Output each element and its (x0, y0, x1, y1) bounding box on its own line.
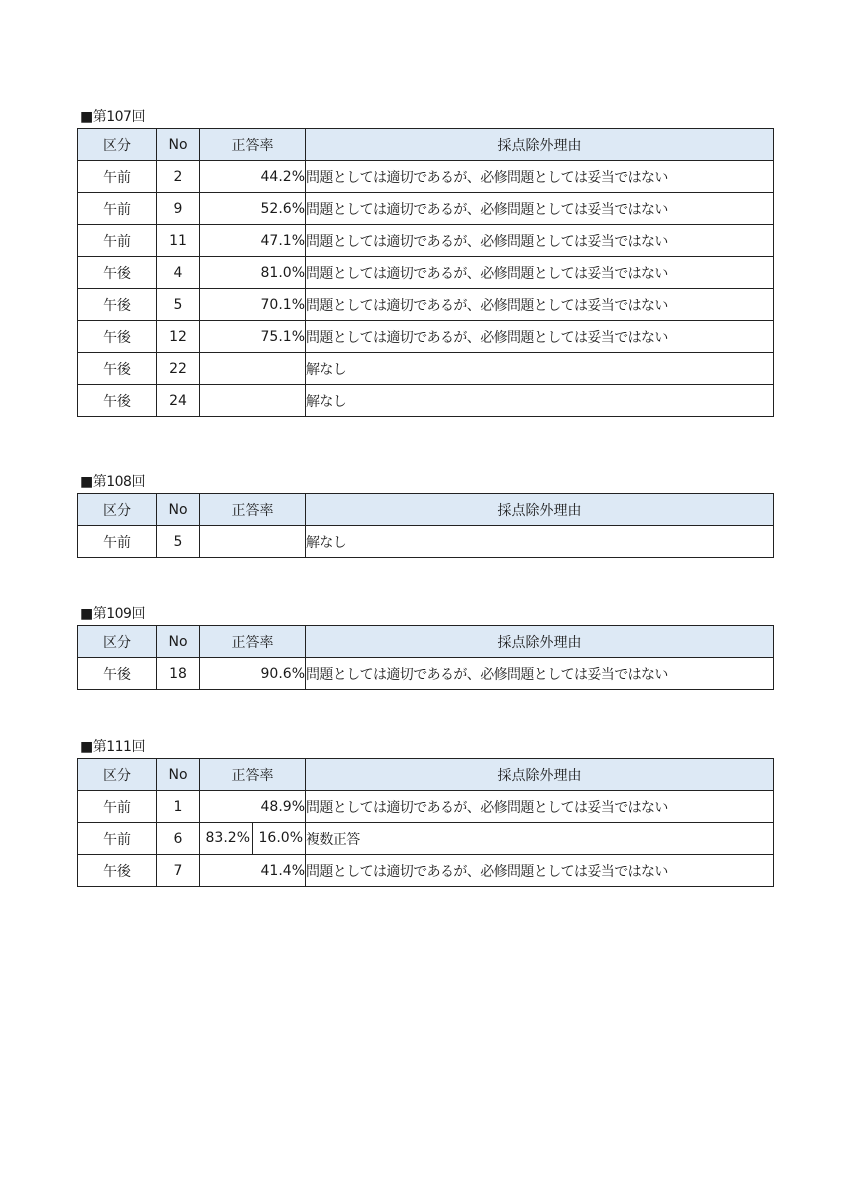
table-row (78, 791, 774, 823)
section-title: ■第109回 (80, 606, 145, 622)
section-title: ■第107回 (80, 109, 145, 125)
cell-category: 午後 (78, 257, 157, 289)
cell-no: 22 (157, 353, 200, 385)
cell-rate: 47.1% (200, 225, 306, 257)
cell-no: 6 (157, 823, 200, 855)
cell-no: 5 (157, 526, 200, 558)
cell-rate: 75.1% (200, 321, 306, 353)
cell-rate-a: 83.2% (200, 823, 253, 854)
table-row (78, 161, 774, 193)
table-row (78, 855, 774, 887)
table-row (78, 193, 774, 225)
header-rate: 正答率 (200, 626, 306, 658)
cell-reason: 問題としては適切であるが、必修問題としては妥当ではない (306, 855, 774, 887)
cell-rate: 41.4% (200, 855, 306, 887)
cell-category: 午前 (78, 225, 157, 257)
cell-reason: 問題としては適切であるが、必修問題としては妥当ではない (306, 321, 774, 353)
cell-category: 午後 (78, 289, 157, 321)
cell-category: 午後 (78, 658, 157, 690)
exclusion-table (77, 128, 774, 417)
cell-category: 午後 (78, 385, 157, 417)
header-rate: 正答率 (200, 129, 306, 161)
cell-reason: 問題としては適切であるが、必修問題としては妥当ではない (306, 225, 774, 257)
exclusion-table (77, 625, 774, 690)
cell-rate: 44.2% (200, 161, 306, 193)
header-row (78, 129, 774, 161)
cell-no: 18 (157, 658, 200, 690)
header-rate: 正答率 (200, 759, 306, 791)
table-row (78, 289, 774, 321)
cell-no: 7 (157, 855, 200, 887)
cell-no: 4 (157, 257, 200, 289)
header-category: 区分 (78, 626, 157, 658)
header-no: No (157, 494, 200, 526)
table-row (78, 823, 774, 855)
header-row (78, 626, 774, 658)
cell-reason: 問題としては適切であるが、必修問題としては妥当ではない (306, 658, 774, 690)
cell-reason: 解なし (306, 526, 774, 558)
header-row (78, 759, 774, 791)
cell-rate: 48.9% (200, 791, 306, 823)
cell-no: 24 (157, 385, 200, 417)
cell-rate: 81.0% (200, 257, 306, 289)
cell-category: 午後 (78, 353, 157, 385)
table-row (78, 257, 774, 289)
cell-rate (200, 385, 306, 417)
header-reason: 採点除外理由 (306, 129, 774, 161)
header-reason: 採点除外理由 (306, 759, 774, 791)
cell-rate: 52.6% (200, 193, 306, 225)
cell-no: 9 (157, 193, 200, 225)
cell-rate: 90.6% (200, 658, 306, 690)
table-row (78, 385, 774, 417)
header-category: 区分 (78, 494, 157, 526)
exclusion-table (77, 758, 774, 887)
cell-reason: 問題としては適切であるが、必修問題としては妥当ではない (306, 289, 774, 321)
cell-no: 5 (157, 289, 200, 321)
cell-category: 午前 (78, 823, 157, 855)
cell-reason: 問題としては適切であるが、必修問題としては妥当ではない (306, 257, 774, 289)
cell-no: 11 (157, 225, 200, 257)
cell-category: 午前 (78, 526, 157, 558)
cell-rate: 70.1% (200, 289, 306, 321)
table-row (78, 321, 774, 353)
section-title: ■第111回 (80, 739, 145, 755)
header-reason: 採点除外理由 (306, 626, 774, 658)
cell-reason: 解なし (306, 385, 774, 417)
header-rate: 正答率 (200, 494, 306, 526)
cell-category: 午前 (78, 193, 157, 225)
cell-category: 午前 (78, 161, 157, 193)
header-no: No (157, 626, 200, 658)
cell-category: 午後 (78, 855, 157, 887)
cell-reason: 問題としては適切であるが、必修問題としては妥当ではない (306, 161, 774, 193)
cell-category: 午前 (78, 791, 157, 823)
cell-rate (200, 353, 306, 385)
header-no: No (157, 759, 200, 791)
exclusion-table (77, 493, 774, 558)
section-title: ■第108回 (80, 474, 145, 490)
header-reason: 採点除外理由 (306, 494, 774, 526)
cell-rate-split (200, 823, 306, 855)
header-no: No (157, 129, 200, 161)
cell-reason: 問題としては適切であるが、必修問題としては妥当ではない (306, 791, 774, 823)
cell-rate-b: 16.0% (258, 830, 303, 846)
cell-no: 12 (157, 321, 200, 353)
cell-rate (200, 526, 306, 558)
table-row (78, 225, 774, 257)
cell-reason: 複数正答 (306, 823, 774, 855)
cell-category: 午後 (78, 321, 157, 353)
cell-no: 2 (157, 161, 200, 193)
table-row (78, 526, 774, 558)
header-category: 区分 (78, 129, 157, 161)
cell-no: 1 (157, 791, 200, 823)
header-row (78, 494, 774, 526)
header-category: 区分 (78, 759, 157, 791)
table-row (78, 353, 774, 385)
table-row (78, 658, 774, 690)
cell-reason: 問題としては適切であるが、必修問題としては妥当ではない (306, 193, 774, 225)
cell-reason: 解なし (306, 353, 774, 385)
